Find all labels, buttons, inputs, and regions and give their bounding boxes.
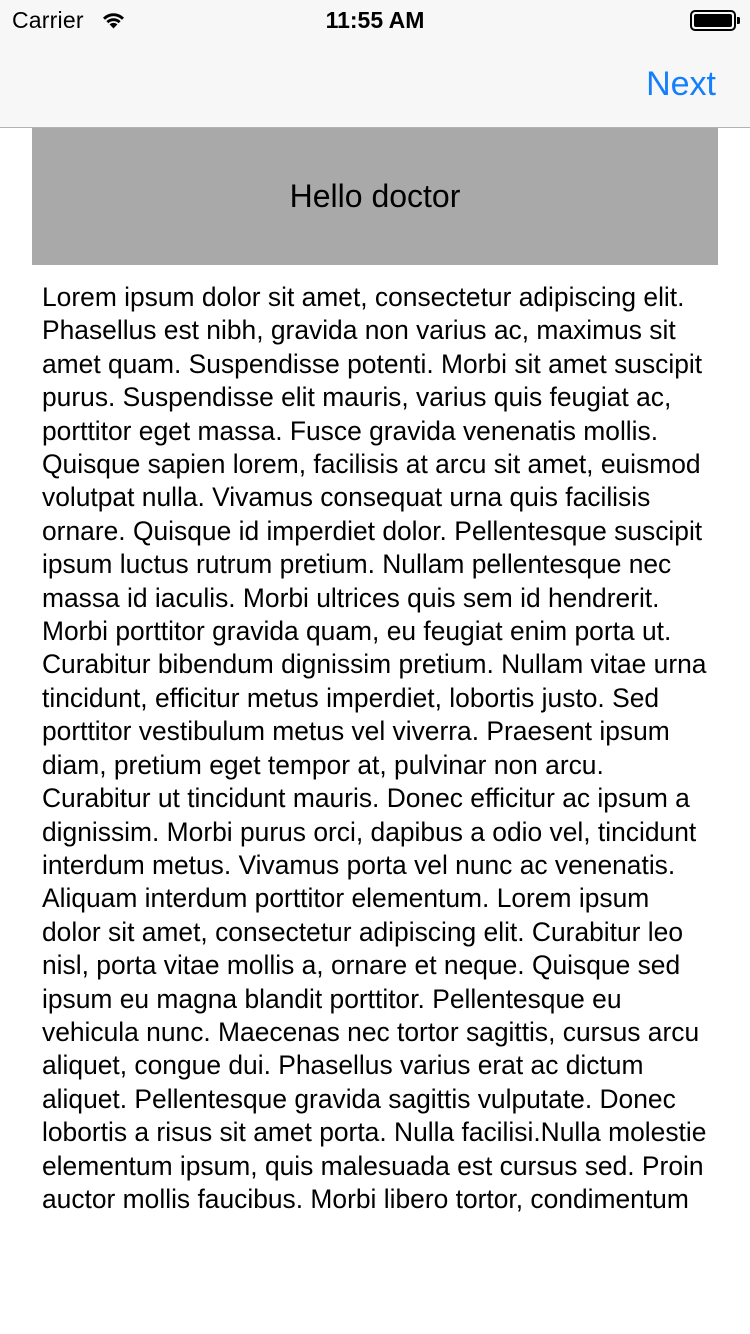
body-text: Lorem ipsum dolor sit amet, consectetur adipiscing elit. Phasellus est nibh, gravida non varius ac, maximus sit amet quam. Suspendisse potenti. Morbi sit amet suscipit purus. Suspendisse elit mauris, varius quis feugiat ac, porttitor eget massa. Fusce gravida venenatis mollis. Quisque sapien lorem, facilisis at arcu sit amet, euismod volutpat nulla. Vivamus consequat urna quis facilisis ornare. Quisque id imperdiet dolor. Pellentesque suscipit ipsum luctus rutrum pretium. Nullam pellentesque nec massa id iaculis. Morbi ultrices quis sem id hendrerit. Morbi porttitor gravida quam, eu feugiat enim porta ut. Curabitur bibendum dignissim pretium. Nullam vitae urna tincidunt, efficitur metus imperdiet, lobortis justo. Sed porttitor vestibulum metus vel viverra. Praesent ipsum diam, pretium eget tempor at, pulvinar non arcu. Curabitur ut tincidunt mauris. Donec efficitur ac ipsum a dignissim. Morbi purus orci, dapibus a odio vel, tincidunt interdum metus. Vivamus porta vel nunc ac venenatis. Aliquam interdum porttitor elementum. Lorem ipsum dolor sit amet, consectetur adipiscing elit. Curabitur leo nisl, porta vitae mollis a, ornare et neque. Quisque sed ipsum eu magna blandit porttitor. Pellentesque eu vehicula nunc. Maecenas nec tortor sagittis, cursus arcu aliquet, congue dui. Phasellus varius erat ac dictum aliquet. Pellentesque gravida sagittis vulputate. Donec lobortis a risus sit amet porta. Nulla facilisi.Nulla molestie elementum ipsum, quis malesuada est cursus sed. Proin auctor mollis faucibus. Morbi libero tortor, condimentum — [42, 282, 707, 1214]
carrier-label: Carrier — [12, 7, 84, 33]
header-banner — [32, 128, 718, 265]
battery-icon — [690, 10, 740, 31]
navigation-bar — [0, 40, 750, 128]
next-button[interactable]: Next — [646, 65, 716, 103]
header-title: Hello doctor — [289, 178, 461, 214]
status-time: 11:55 AM — [325, 7, 425, 33]
scroll-content[interactable] — [0, 128, 750, 1334]
status-bar — [0, 0, 750, 40]
